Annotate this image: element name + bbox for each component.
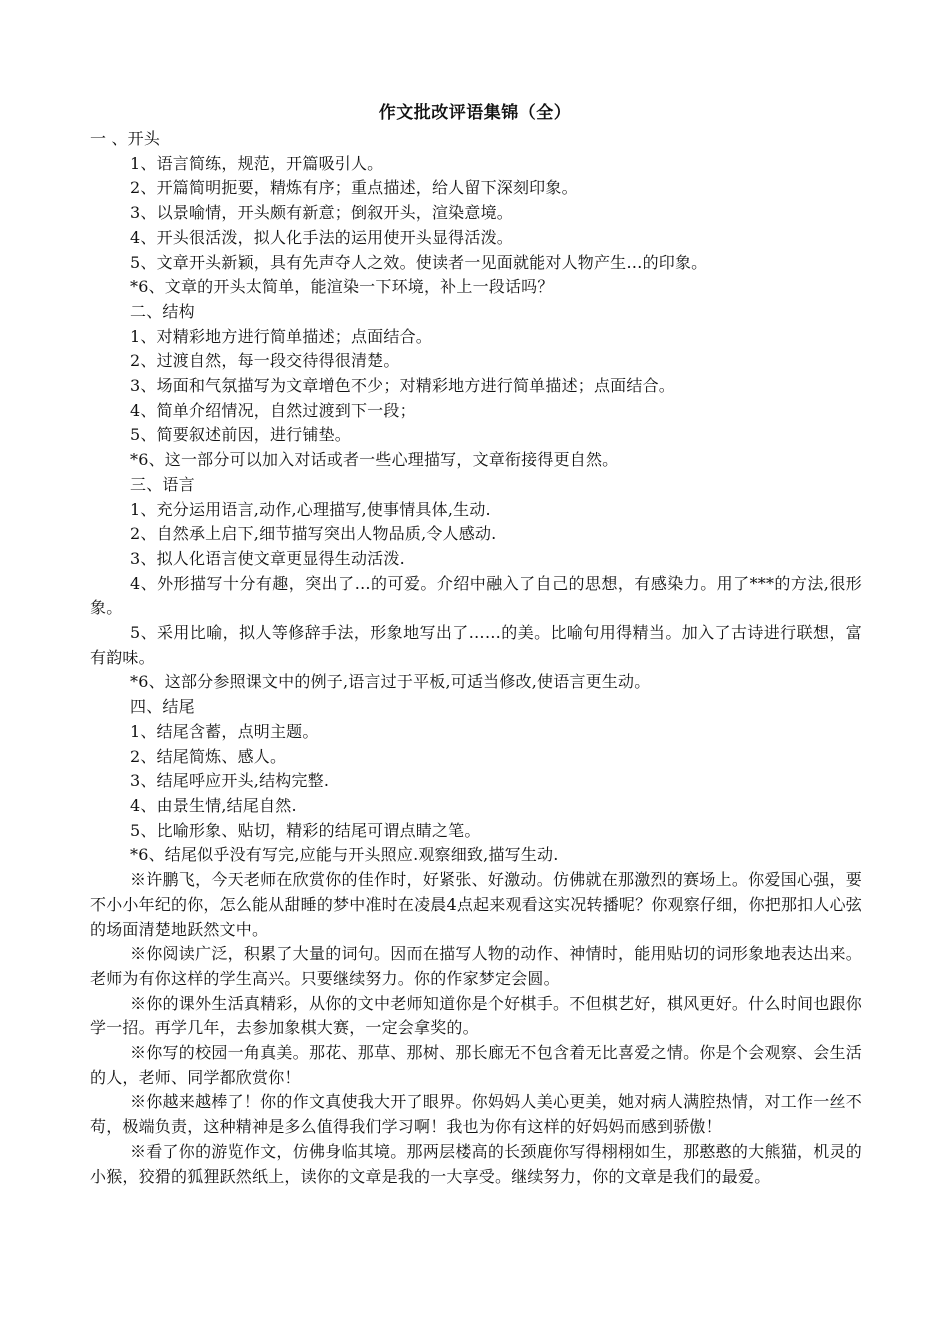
list-item: *6、结尾似乎没有写完,应能与开头照应.观察细致,描写生动. bbox=[130, 845, 559, 865]
list-item: 5、文章开头新颖，具有先声夺人之效。使读者一见面就能对人物产生…的印象。 bbox=[130, 252, 708, 272]
list-item: 4、外形描写十分有趣，突出了…的可爱。介绍中融入了自己的思想，有感染力。用了***的方法,很形象。 bbox=[90, 573, 862, 618]
comment-paragraph: ※许鹏飞，今天老师在欣赏你的佳作时，好紧张、好激动。仿佛就在那激烈的赛场上。你爱国心强，要不小小年纪的你，怎么能从甜睡的梦中准时在凌晨4点起来观看这实况转播呢？你观察仔细，你把那扣人心弦的场面清楚地跃然文中。 bbox=[90, 870, 862, 939]
list-item: 5、比喻形象、贴切，精彩的结尾可谓点睛之笔。 bbox=[130, 820, 481, 840]
document-body bbox=[90, 127, 862, 1189]
document-title: 作文批改评语集锦（全） bbox=[378, 103, 572, 123]
section-heading-ending: 四、结尾 bbox=[130, 697, 195, 717]
list-item: 5、采用比喻，拟人等修辞手法，形象地写出了……的美。比喻句用得精当。加入了古诗进行联想，富有韵味。 bbox=[90, 623, 862, 667]
list-item: 4、开头很活泼，拟人化手法的运用使开头显得活泼。 bbox=[130, 227, 513, 247]
list-item: *6、文章的开头太简单，能渲染一下环境，补上一段话吗？ bbox=[130, 277, 554, 297]
section-heading-language: 三、语言 bbox=[130, 474, 195, 494]
list-item: 4、由景生情,结尾自然. bbox=[130, 795, 297, 815]
comment-paragraph: ※你越来越棒了！你的作文真使我大开了眼界。你妈妈人美心更美，她对病人满腔热情，对工作一丝不苟，极端负责，这种精神是多么值得我们学习啊！我也为你有这样的好妈妈而感到骄傲！ bbox=[90, 1092, 862, 1137]
comment-paragraph: ※你写的校园一角真美。那花、那草、那树、那长廊无不包含着无比喜爱之情。你是个会观察、会生活的人，老师、同学都欣赏你！ bbox=[90, 1043, 862, 1087]
list-item: 4、简单介绍情况，自然过渡到下一段； bbox=[130, 400, 416, 420]
list-item: 1、语言简练，规范，开篇吸引人。 bbox=[130, 153, 384, 173]
list-item: *6、这一部分可以加入对话或者一些心理描写，文章衔接得更自然。 bbox=[130, 450, 619, 470]
list-item: 2、开篇简明扼要，精炼有序；重点描述，给人留下深刻印象。 bbox=[130, 178, 578, 198]
comment-paragraph: ※你阅读广泛，积累了大量的词句。因而在描写人物的动作、神情时，能用贴切的词形象地表达出来。老师为有你这样的学生高兴。只要继续努力。你的作家梦定会圆。 bbox=[90, 944, 862, 988]
list-item: 3、以景喻情，开头颇有新意；倒叙开头，渲染意境。 bbox=[130, 203, 513, 223]
section-heading-structure: 二、结构 bbox=[130, 301, 195, 321]
list-item: 2、自然承上启下,细节描写突出人物品质,令人感动. bbox=[130, 524, 497, 544]
list-item: 3、拟人化语言使文章更显得生动活泼. bbox=[130, 548, 405, 568]
list-item: *6、这部分参照课文中的例子,语言过于平板,可适当修改,使语言更生动。 bbox=[130, 672, 651, 692]
list-item: 3、结尾呼应开头,结构完整. bbox=[130, 771, 330, 791]
comment-paragraph: ※你的课外生活真精彩，从你的文中老师知道你是个好棋手。不但棋艺好，棋风更好。什么时间也跟你学一招。再学几年，去参加象棋大赛，一定会拿奖的。 bbox=[90, 993, 862, 1038]
list-item: 1、对精彩地方进行简单描述；点面结合。 bbox=[130, 326, 432, 346]
list-item: 5、简要叙述前因，进行铺垫。 bbox=[130, 425, 351, 445]
list-item: 1、结尾含蓄，点明主题。 bbox=[130, 721, 319, 741]
list-item: 1、充分运用语言,动作,心理描写,使事情具体,生动. bbox=[130, 499, 491, 519]
section-heading-opening: 一 、开头 bbox=[90, 129, 161, 148]
list-item: 3、场面和气氛描写为文章增色不少；对精彩地方进行简单描述；点面结合。 bbox=[130, 376, 675, 396]
list-item: 2、结尾简炼、感人。 bbox=[130, 746, 287, 766]
comment-paragraph: ※看了你的游览作文，仿佛身临其境。那两层楼高的长颈鹿你写得栩栩如生，那憨憨的大熊猫，机灵的小猴，狡猾的狐狸跃然纸上，读你的文章是我的一大享受。继续努力，你的文章是我们的最爱。 bbox=[90, 1141, 862, 1186]
list-item: 2、过渡自然，每一段交待得很清楚。 bbox=[130, 351, 400, 371]
